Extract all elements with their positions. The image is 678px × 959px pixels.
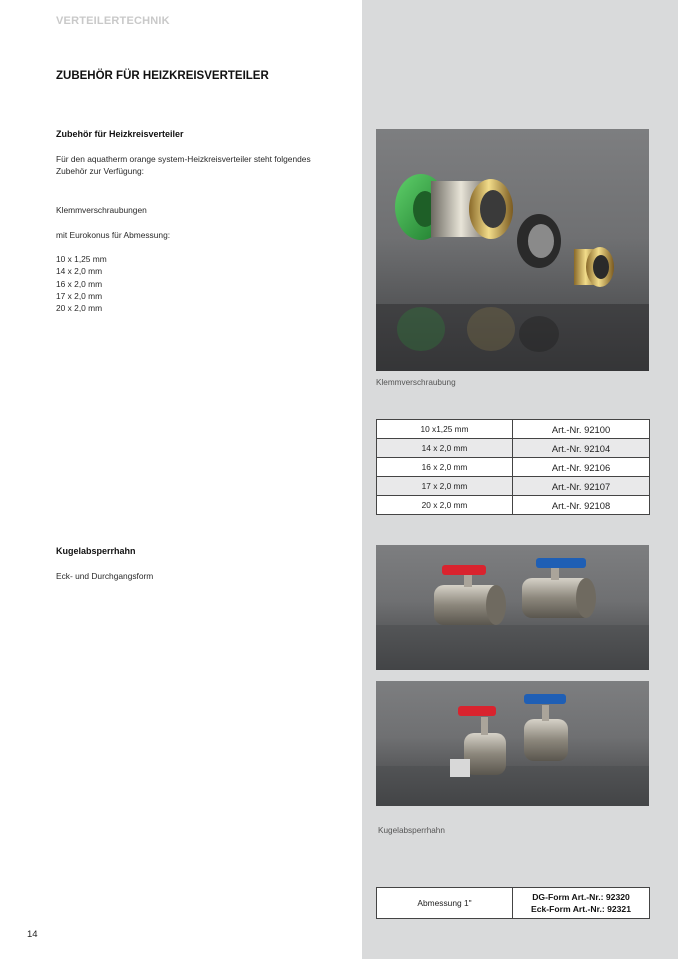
kugel-order-table	[376, 887, 650, 919]
page-title: ZUBEHÖR FÜR HEIZKREISVERTEILER	[56, 70, 269, 82]
klemm-article-table	[376, 419, 650, 515]
dimension-cell: 20 x 2,0 mm	[377, 496, 513, 515]
article-cell: Art.-Nr. 92106	[513, 458, 650, 477]
dimension-list	[56, 253, 107, 314]
section-tag: VERTEILERTECHNIK	[56, 15, 170, 27]
dimension-cell: 16 x 2,0 mm	[377, 458, 513, 477]
table-row	[377, 420, 650, 439]
intro-paragraph-line: Für den aquatherm orange system-Heizkreisverteiler steht folgendes	[56, 154, 311, 164]
article-cell: Art.-Nr. 92108	[513, 496, 650, 515]
kugel-text: Eck- und Durchgangsform	[56, 571, 154, 581]
eck-form-code: Eck-Form Art.-Nr.: 92321	[531, 904, 631, 914]
order-dimension-cell: Abmessung 1"	[377, 888, 513, 919]
dg-form-code: DG-Form Art.-Nr.: 92320	[532, 892, 630, 902]
kugel-caption: Kugelabsperrhahn	[378, 826, 445, 835]
klemmverschraubung-photo	[376, 129, 649, 371]
intro-paragraph-line: Zubehör zur Verfügung:	[56, 166, 144, 177]
dimension-item: 17 x 2,0 mm	[56, 290, 103, 301]
intro-heading: Zubehör für Heizkreisverteiler	[56, 129, 184, 139]
klemm-caption: Klemmverschraubung	[376, 378, 456, 387]
table-row	[377, 888, 650, 919]
table-row	[377, 458, 650, 477]
product-name: Klemmverschraubungen	[56, 205, 147, 215]
table-row	[377, 439, 650, 458]
dimension-cell: 17 x 2,0 mm	[377, 477, 513, 496]
dimension-item: 14 x 2,0 mm	[56, 266, 103, 277]
dimension-item: 16 x 2,0 mm	[56, 278, 103, 289]
article-cell: Art.-Nr. 92104	[513, 439, 650, 458]
article-cell: Art.-Nr. 92107	[513, 477, 650, 496]
intro-paragraph	[56, 153, 311, 178]
dimension-item: 10 x 1,25 mm	[56, 254, 107, 264]
order-codes-cell	[513, 888, 650, 919]
dimension-item: 20 x 2,0 mm	[56, 303, 103, 314]
dimension-cell: 10 x1,25 mm	[377, 420, 513, 439]
table-row	[377, 477, 650, 496]
article-cell: Art.-Nr. 92100	[513, 420, 650, 439]
eurokonus-label: mit Eurokonus für Abmessung:	[56, 230, 171, 240]
dimension-cell: 14 x 2,0 mm	[377, 439, 513, 458]
table-row	[377, 496, 650, 515]
kugelhahn-angle-photo	[376, 681, 649, 806]
kugelhahn-straight-photo	[376, 545, 649, 670]
kugel-heading: Kugelabsperrhahn	[56, 546, 136, 556]
page-number: 14	[27, 929, 38, 940]
